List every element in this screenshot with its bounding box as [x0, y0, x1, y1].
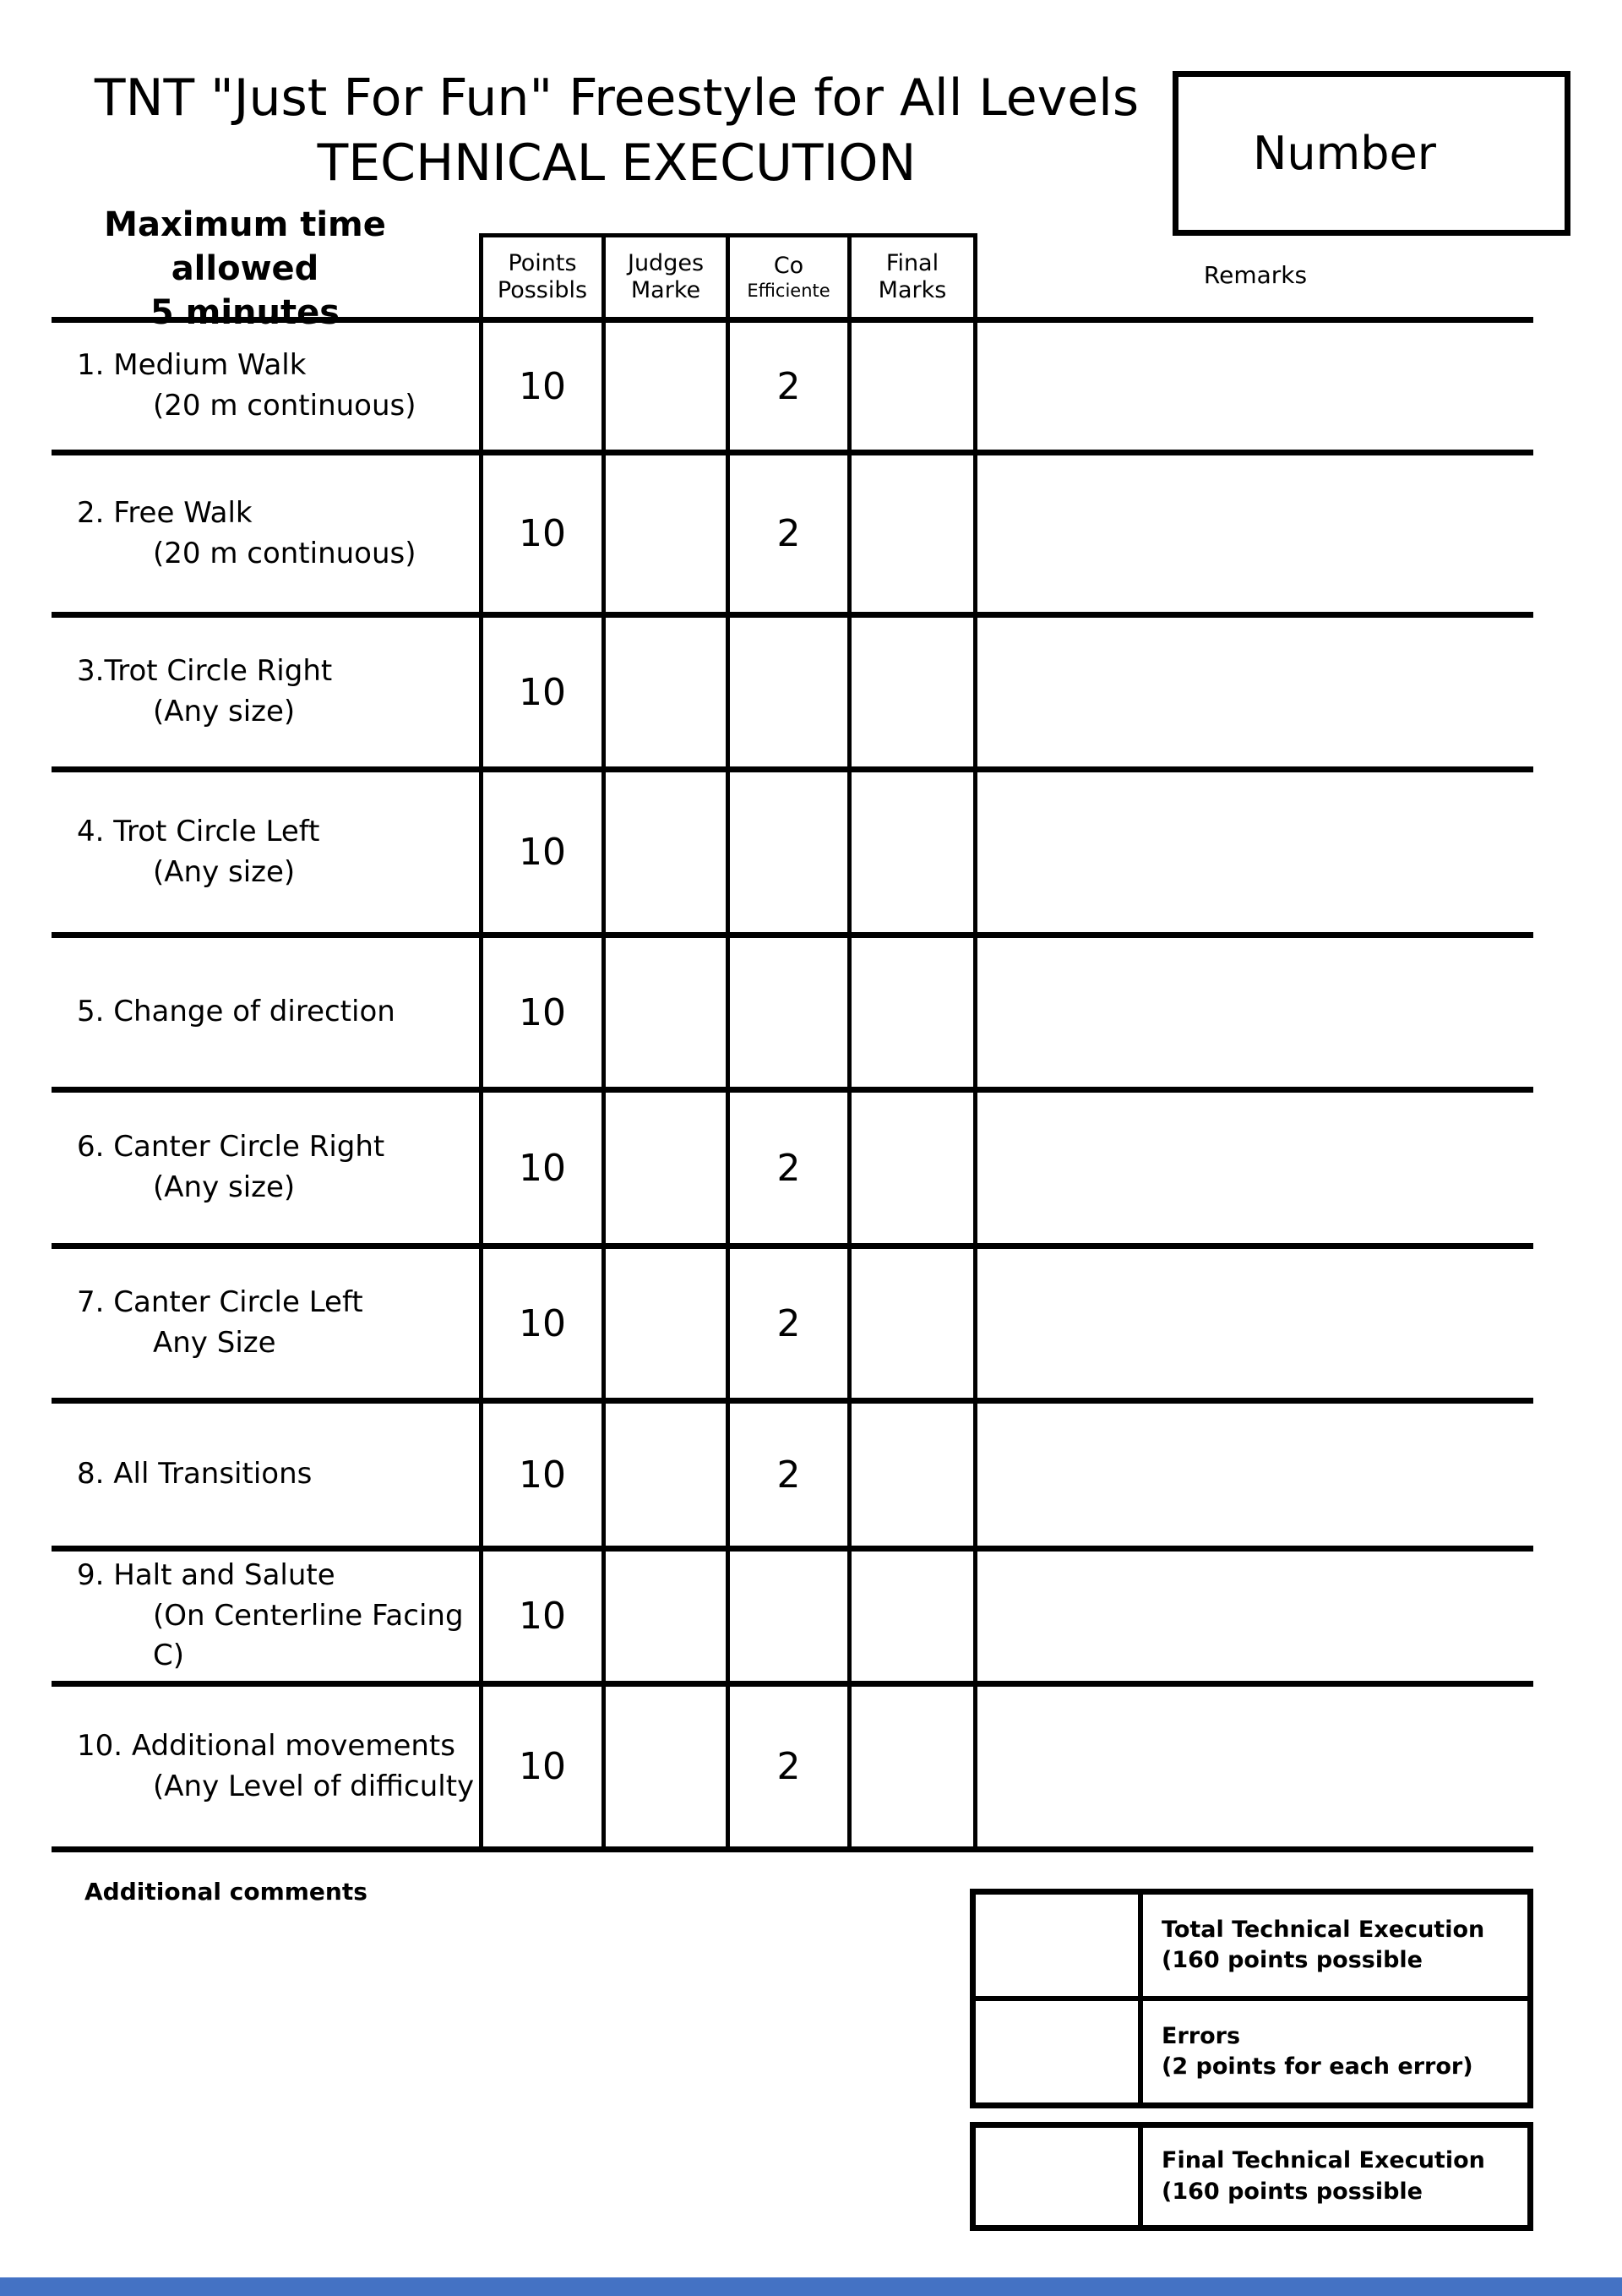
judges-mark-cell[interactable] — [601, 618, 726, 766]
movement-name: 9. Halt and Salute — [77, 1558, 335, 1593]
judges-mark-cell[interactable] — [601, 1249, 726, 1398]
movement-header-spacer — [52, 233, 479, 317]
coefficient-cell: 2 — [726, 1249, 847, 1398]
table-row-6 — [52, 1087, 1533, 1243]
additional-comments-label: Additional comments — [84, 1878, 367, 1906]
remarks-cell[interactable] — [973, 1687, 1533, 1846]
movement-name: 2. Free Walk — [77, 495, 253, 530]
summary-row-final — [976, 2128, 1527, 2225]
summary-table — [970, 1889, 1533, 2231]
final-mark-cell[interactable] — [847, 772, 973, 932]
coefficient-cell — [726, 938, 847, 1087]
number-box[interactable] — [1173, 71, 1570, 236]
movement-cell — [52, 1687, 479, 1846]
max-time-line2: 5 minutes — [150, 293, 340, 332]
coefficient-cell: 2 — [726, 1093, 847, 1243]
coefficient-cell — [726, 618, 847, 766]
movement-cell — [52, 938, 479, 1087]
judges-mark-cell[interactable] — [601, 938, 726, 1087]
points-cell: 10 — [479, 1687, 601, 1846]
points-cell: 10 — [479, 618, 601, 766]
movement-name: 7. Canter Circle Left — [77, 1285, 363, 1320]
errors-label: Errors (2 points for each error) — [1162, 2022, 1473, 2080]
remarks-cell[interactable] — [973, 938, 1533, 1087]
coefficient-cell: 2 — [726, 323, 847, 450]
judges-mark-cell[interactable] — [601, 1404, 726, 1546]
total-label: Total Technical Execution (160 points possible — [1162, 1916, 1485, 1973]
summary-box-top — [970, 1889, 1533, 2108]
final-mark-cell[interactable] — [847, 938, 973, 1087]
remarks-cell[interactable] — [973, 455, 1533, 612]
final-label: Final Technical Execution (160 points possible — [1162, 2147, 1485, 2205]
table-body — [52, 317, 1533, 1852]
movement-cell — [52, 323, 479, 450]
movement-detail: (20 m continuous) — [153, 536, 416, 570]
final-mark-cell[interactable] — [847, 1093, 973, 1243]
coefficient-header: Co Efficiente — [726, 233, 847, 317]
coefficient-cell: 2 — [726, 1404, 847, 1546]
summary-row-total — [976, 1895, 1527, 1996]
movement-detail: (On Centerline Facing C) — [153, 1598, 464, 1673]
total-score-cell[interactable] — [976, 1895, 1143, 1996]
remarks-cell[interactable] — [973, 1404, 1533, 1546]
movement-detail: (Any size) — [153, 1170, 296, 1204]
remarks-cell[interactable] — [973, 1552, 1533, 1681]
table-row-9 — [52, 1546, 1533, 1681]
points-cell: 10 — [479, 455, 601, 612]
points-possible-header: Points Possibls — [479, 233, 601, 317]
table-row-8 — [52, 1398, 1533, 1546]
summary-box-bottom — [970, 2122, 1533, 2231]
points-cell: 10 — [479, 323, 601, 450]
final-marks-header: Final Marks — [847, 233, 973, 317]
coefficient-cell — [726, 772, 847, 932]
coefficient-cell — [726, 1552, 847, 1681]
table-row-3 — [52, 612, 1533, 766]
number-label: Number — [1253, 127, 1436, 180]
movement-detail: (Any size) — [153, 695, 296, 728]
remarks-cell[interactable] — [973, 618, 1533, 766]
movement-detail: (20 m continuous) — [153, 389, 416, 423]
movement-detail: (Any Level of difficulty — [153, 1769, 475, 1803]
table-row-1 — [52, 317, 1533, 450]
title-line1: TNT "Just For Fun" Freestyle for All Levels — [94, 68, 1140, 128]
remarks-header: Remarks — [973, 233, 1533, 317]
final-mark-cell[interactable] — [847, 1249, 973, 1398]
movement-name: 5. Change of direction — [77, 995, 395, 1029]
errors-score-cell[interactable] — [976, 2001, 1143, 2102]
judges-mark-cell[interactable] — [601, 1093, 726, 1243]
movement-name: 4. Trot Circle Left — [77, 814, 320, 848]
final-score-cell[interactable] — [976, 2128, 1143, 2225]
final-mark-cell[interactable] — [847, 455, 973, 612]
movement-name: 10. Additional movements — [77, 1728, 455, 1763]
movement-name: 6. Canter Circle Right — [77, 1130, 385, 1164]
table-row-7 — [52, 1243, 1533, 1398]
movement-cell — [52, 1093, 479, 1243]
points-cell: 10 — [479, 1249, 601, 1398]
coefficient-cell: 2 — [726, 1687, 847, 1846]
remarks-cell[interactable] — [973, 1093, 1533, 1243]
remarks-cell[interactable] — [973, 1249, 1533, 1398]
points-cell: 10 — [479, 1552, 601, 1681]
movement-cell — [52, 455, 479, 612]
judges-mark-cell[interactable] — [601, 772, 726, 932]
judges-mark-cell[interactable] — [601, 1687, 726, 1846]
title-line2: TECHNICAL EXECUTION — [317, 133, 917, 193]
movement-detail: (Any size) — [153, 854, 296, 889]
points-cell: 10 — [479, 772, 601, 932]
judges-mark-cell[interactable] — [601, 1552, 726, 1681]
judges-mark-cell[interactable] — [601, 323, 726, 450]
table-row-10 — [52, 1681, 1533, 1846]
movement-cell — [52, 1249, 479, 1398]
summary-row-errors — [976, 1996, 1527, 2102]
table-row-5 — [52, 932, 1533, 1087]
table-row-2 — [52, 450, 1533, 612]
movement-name: 3.Trot Circle Right — [77, 654, 333, 689]
table-row-4 — [52, 766, 1533, 932]
page-title — [0, 66, 1233, 196]
judges-mark-cell[interactable] — [601, 455, 726, 612]
score-table — [52, 233, 1533, 1852]
points-cell: 10 — [479, 1404, 601, 1546]
movement-detail: Any Size — [153, 1326, 276, 1360]
movement-cell — [52, 1552, 479, 1681]
judges-mark-header: Judges Marke — [601, 233, 726, 317]
final-mark-cell[interactable] — [847, 1552, 973, 1681]
coefficient-cell: 2 — [726, 455, 847, 612]
final-mark-cell[interactable] — [847, 323, 973, 450]
movement-name: 1. Medium Walk — [77, 348, 307, 383]
max-time-line1: Maximum time allowed — [104, 205, 386, 288]
table-header — [52, 233, 1533, 317]
final-mark-cell[interactable] — [847, 1404, 973, 1546]
movement-cell — [52, 772, 479, 932]
points-cell: 10 — [479, 1093, 601, 1243]
movement-cell — [52, 618, 479, 766]
final-mark-cell[interactable] — [847, 1687, 973, 1846]
remarks-cell[interactable] — [973, 323, 1533, 450]
remarks-cell[interactable] — [973, 772, 1533, 932]
final-mark-cell[interactable] — [847, 618, 973, 766]
movement-name: 8. All Transitions — [77, 1457, 313, 1492]
movement-cell — [52, 1404, 479, 1546]
points-cell: 10 — [479, 938, 601, 1087]
page-bottom-edge — [0, 2277, 1622, 2296]
